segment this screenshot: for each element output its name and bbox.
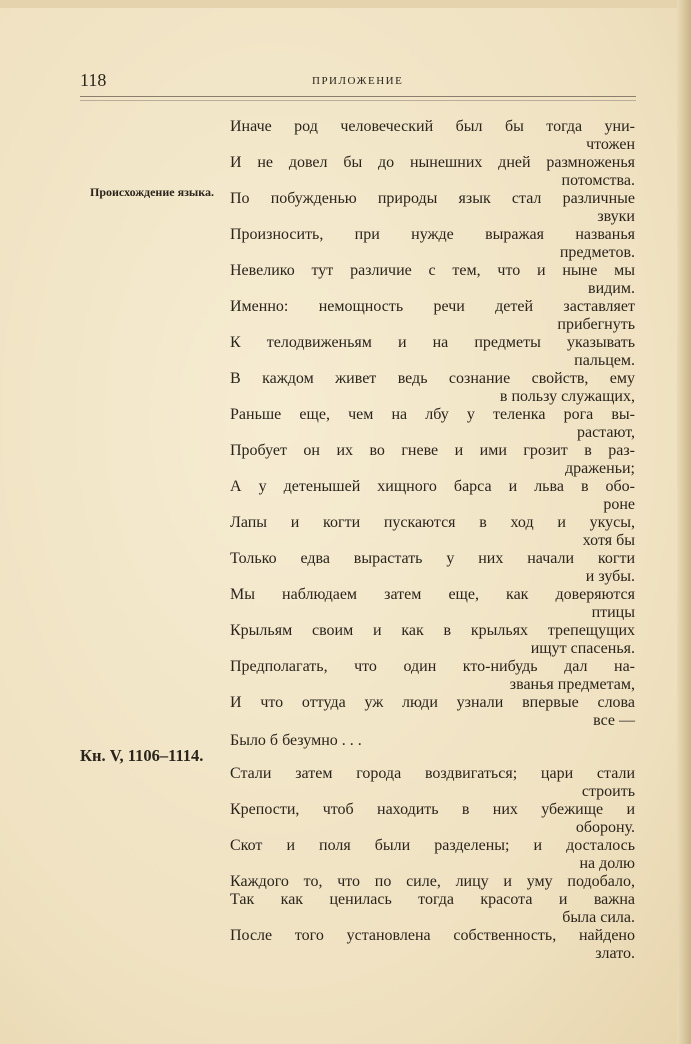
verse-line: Иначе род человеческий был бы тогда уни- [230, 118, 635, 135]
verse-line-continuation: хотя бы [582, 532, 635, 549]
verse-line-continuation: оборону. [575, 819, 635, 836]
verse-line-continuation: растают, [576, 424, 635, 441]
verse-line: После того установлена собственность, найдено [230, 927, 635, 944]
verse-line-continuation: строить [581, 783, 635, 800]
verse-line-continuation: была сила. [562, 909, 635, 926]
header-rule-secondary [80, 100, 636, 101]
verse-line: К телодвиженьям и на предметы указывать [230, 334, 635, 351]
verse-line: Именно: немощность речи детей заставляет [230, 298, 635, 315]
verse-line-continuation: ищут спасенья. [530, 640, 635, 657]
page-number: 118 [80, 70, 107, 90]
verse-line-continuation: потомства. [561, 172, 635, 189]
verse-line-continuation: званья предметам, [509, 676, 635, 693]
verse-line: Лапы и когти пускаются в ход и укусы, [230, 514, 635, 531]
running-head: ПРИЛОЖЕНИЕ [312, 75, 404, 87]
verse-line: И не довел бы до нынешних дней размноженья [230, 154, 635, 171]
verse-line-continuation: звуки [597, 208, 635, 225]
verse-line: В каждом живет ведь сознание свойств, ему [230, 370, 635, 387]
verse-line-continuation: на долю [579, 855, 635, 872]
verse-line: Пробует он их во гневе и ими грозит в раз- [230, 442, 635, 459]
verse-line-continuation: птицы [591, 604, 635, 621]
verse-line: Каждого то, что по силе, лицу и уму подобало, [230, 873, 635, 890]
verse-line: А у детенышей хищного барса и льва в обо- [230, 478, 635, 495]
verse-line: Раньше еще, чем на лбу у теленка рога вы- [230, 406, 635, 423]
verse-line: Крепости, чтоб находить в них убежище и [230, 801, 635, 818]
verse-line-continuation: прибегнуть [557, 316, 635, 333]
verse-line: И что оттуда уж люди узнали впервые слова [230, 694, 635, 711]
verse-line: По побужденью природы язык стал различные [230, 190, 635, 207]
verse-line: Только едва вырастать у них начали когти [230, 550, 635, 567]
verse-line-continuation: и зубы. [585, 568, 635, 585]
verse-line: Так как ценилась тогда красота и важна [230, 891, 635, 908]
verse-line: Стали затем города воздвигаться; цари стали [230, 765, 635, 782]
verse-line: Крыльям своим и как в крыльях трепещущих [230, 622, 635, 639]
verse-line: Предполагать, что один кто-нибудь дал на- [230, 658, 635, 675]
verse-line-continuation: злато. [595, 945, 635, 962]
verse-line-continuation: все — [593, 712, 635, 729]
verse-line-final: Было б безумно . . . [230, 732, 362, 749]
page-right-edge [677, 0, 691, 1044]
verse-line-continuation: видим. [588, 280, 635, 297]
verse-line-continuation: драженьи; [564, 460, 635, 477]
verse-line-continuation: предметов. [559, 244, 635, 261]
page-top-edge [0, 0, 691, 8]
section-reference: Кн. V, 1106–1114. [80, 746, 204, 765]
header-rule [80, 96, 636, 97]
verse-line: Скот и поля были разделены; и досталось [230, 837, 635, 854]
verse-line-continuation: чтожен [586, 136, 635, 153]
verse-line-continuation: пальцем. [574, 352, 635, 369]
verse-line-continuation: роне [603, 496, 635, 513]
margin-note-origin-of-language: Происхождение языка. [89, 185, 214, 199]
verse-line-continuation: в пользу служащих, [499, 388, 635, 405]
verse-line: Произносить, при нужде выражая названья [230, 226, 635, 243]
verse-line: Невелико тут различие с тем, что и ныне мы [230, 262, 635, 279]
verse-line: Мы наблюдаем затем еще, как доверяются [230, 586, 635, 603]
